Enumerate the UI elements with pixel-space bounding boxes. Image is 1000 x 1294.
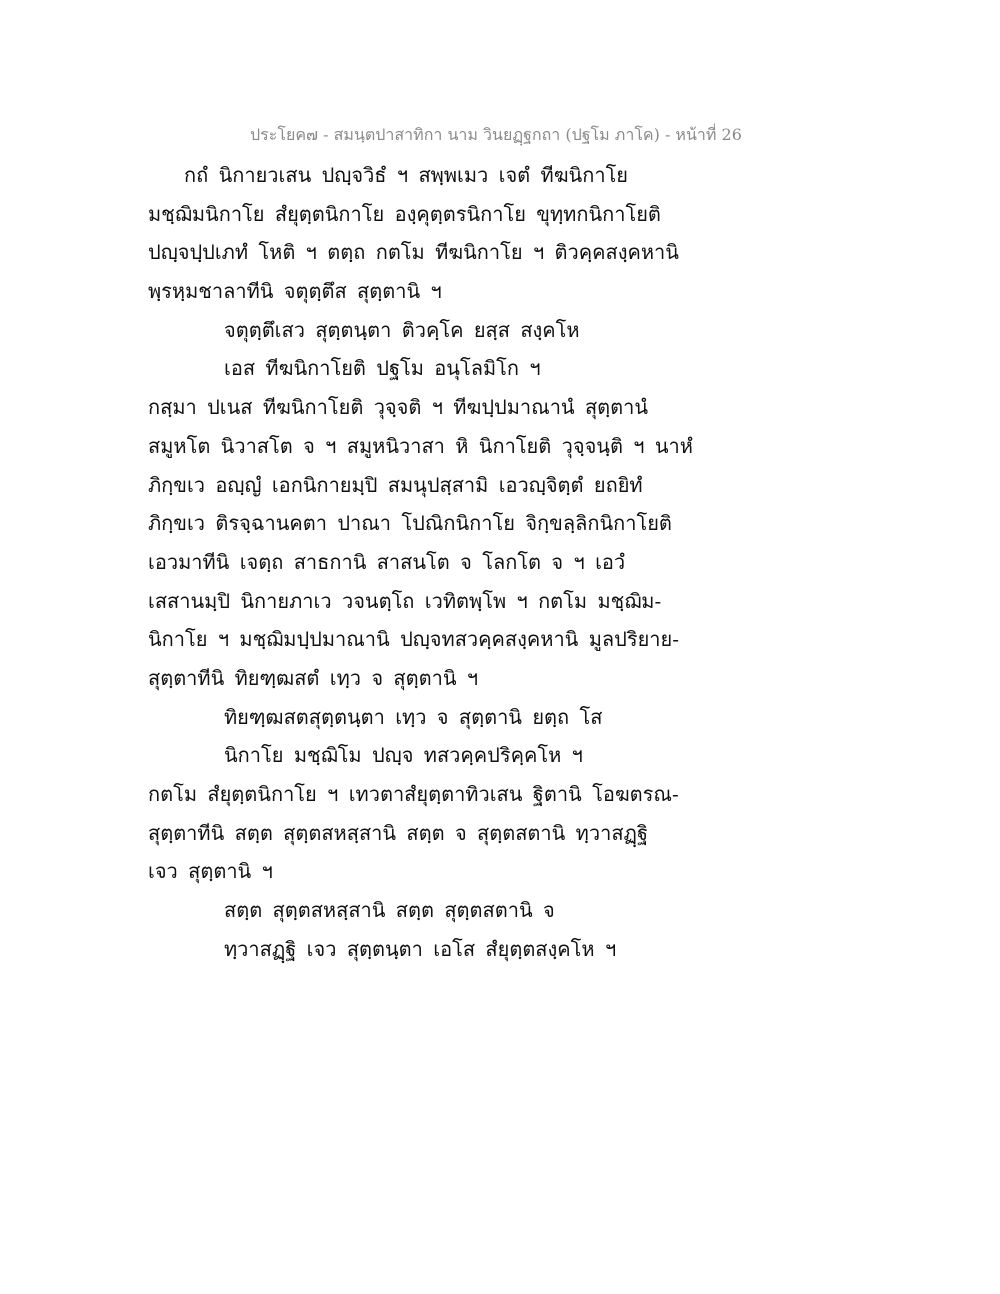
text-line: สุตฺตาทีนิ ทิยฑฺฒสตํ เทฺว จ สุตฺตานิ ฯ bbox=[148, 665, 479, 690]
text-line: ปญฺจปฺปเภทํ โหติ ฯ ตตฺถ กตโม ทีฆนิกาโย ฯ ติวคฺคสงฺคหานิ bbox=[148, 240, 679, 265]
body-text bbox=[148, 160, 788, 972]
text-line: เจว สุตฺตานิ ฯ bbox=[148, 859, 273, 884]
text-line: กถํ นิกายวเสน ปญฺจวิธํ ฯ สพฺพเมว เจตํ ทีฆนิกาโย bbox=[184, 163, 629, 187]
running-header: ประโยค๗ - สมนฺตปาสาทิกา นาม วินยฏฺฐกถา (ปฐโม ภาโค) - หน้าที่ 26 bbox=[250, 125, 742, 144]
text-line: มชฺฌิมนิกาโย สํยุตฺตนิกาโย องฺคุตฺตรนิกาโย ขุทฺทกนิกาโยติ bbox=[148, 201, 661, 226]
text-line: ภิกฺขเว ติรจฺฉานคตา ปาณา โปณิกนิกาโย จิกฺขลฺลิกนิกาโยติ bbox=[148, 511, 672, 536]
text-line: นิกาโย ฯ มชฺฌิมปฺปมาณานิ ปญฺจทสวคฺคสงฺคหานิ มูลปริยาย- bbox=[148, 627, 679, 652]
text-line: สมูหโต นิวาสโต จ ฯ สมูหนิวาสา หิ นิกาโยติ วุจฺจนฺติ ฯ นาหํ bbox=[148, 433, 693, 458]
verse-line: ทิยฑฺฒสตสุตฺตนฺตา เทฺว จ สุตฺตานิ ยตฺถ โส bbox=[224, 704, 603, 729]
text-line: เสสานมฺปิ นิกายภาเว วจนตฺโถ เวทิตพฺโพ ฯ กตโม มชฺฌิม- bbox=[148, 588, 662, 613]
text-line: สุตฺตาทีนิ สตฺต สุตฺตสหสฺสานิ สตฺต จ สุตฺตสตานิ ทฺวาสฏฺฐิ bbox=[148, 820, 648, 845]
text-line: เอวมาทีนิ เจตฺถ สาธกานิ สาสนโต จ โลกโต จ ฯ เอวํ bbox=[148, 549, 626, 574]
verse-line: สตฺต สุตฺตสหสฺสานิ สตฺต สุตฺตสตานิ จ bbox=[224, 898, 555, 923]
text-line: กตโม สํยุตฺตนิกาโย ฯ เทวตาสํยุตฺตาทิวเสน ฐิตานิ โอฆตรณ- bbox=[148, 782, 679, 806]
text-line: ภิกฺขเว อญฺญํ เอกนิกายมฺปิ สมนุปสฺสามิ เอวญฺจิตฺตํ ยถยิทํ bbox=[148, 472, 643, 497]
verse-line: นิกาโย มชฺฌิโม ปญฺจ ทสวคฺคปริคฺคโห ฯ bbox=[224, 743, 583, 768]
verse-line: เอส ทีฆนิกาโยติ ปฐโม อนุโลมิโก ฯ bbox=[224, 356, 541, 381]
verse-line: จตุตฺตึเสว สุตฺตนฺตา ติวคฺโค ยสฺส สงฺคโห bbox=[224, 317, 580, 342]
text-line: พฺรหฺมชาลาทีนิ จตุตฺตึส สุตฺตานิ ฯ bbox=[148, 279, 442, 304]
text-line: กสฺมา ปเนส ทีฆนิกาโยติ วุจฺจติ ฯ ทีฆปฺปมาณานํ สุตฺตานํ bbox=[148, 395, 649, 420]
verse-line: ทฺวาสฏฺฐิ เจว สุตฺตนฺตา เอโส สํยุตฺตสงฺคโห ฯ bbox=[224, 936, 617, 961]
